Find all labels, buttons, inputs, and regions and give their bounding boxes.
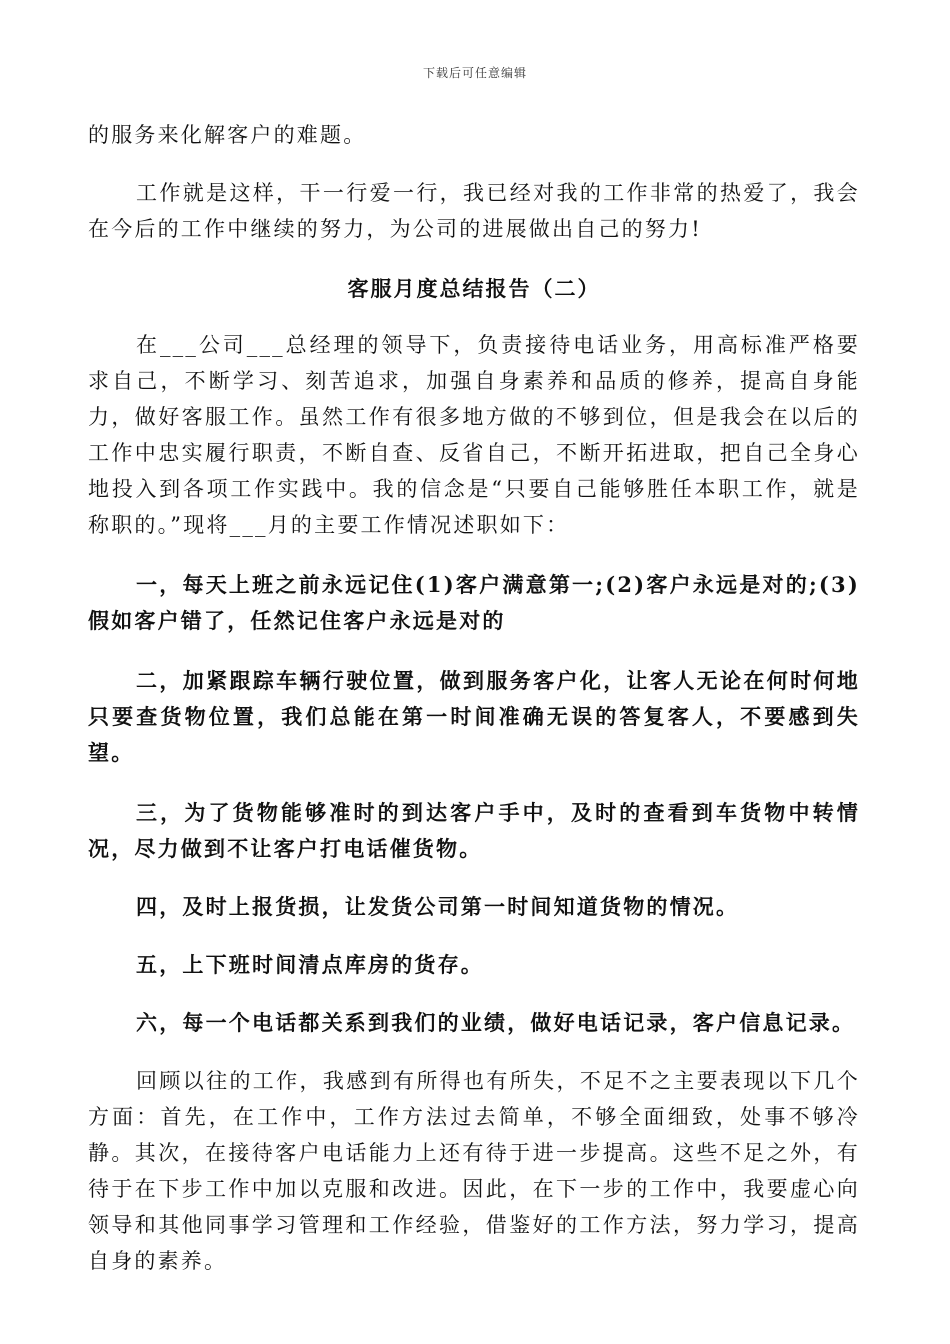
work-item-3: 三，为了货物能够准时的到达客户手中，及时的查看到车货物中转情况，尽力做到不让客户打电话催货物。 — [88, 800, 860, 861]
paragraph-intro: 在___公司___总经理的领导下，负责接待电话业务，用高标准严格要求自己，不断学习、刻苦追求，加强自身素养和品质的修养，提高自身能力，做好客服工作。虽然工作有很多地方做的不够到位，但是我会在以后的工作中忠实履行职责，不断自查、反省自己，不断开拓进取，把自己全身心地投入到各项工作实践中。我的信念是“只要自己能够胜任本职工作，就是称职的。”现将___月的主要工作情况述职如下： — [88, 333, 860, 537]
paragraph-review: 回顾以往的工作，我感到有所得也有所失，不足不之主要表现以下几个方面：首先，在工作中，工作方法过去简单，不够全面细致，处事不够冷静。其次，在接待客户电话能力上还有待于进一步提高。这些不足之外，有待于在下步工作中加以克服和改进。因此，在下一步的工作中，我要虚心向领导和其他同事学习管理和工作经验，借鉴好的工作方法，努力学习，提高自身的素养。 — [88, 1069, 860, 1273]
section-title: 客服月度总结报告（二） — [347, 276, 601, 301]
page-header: 下载后可任意编辑 — [422, 66, 527, 80]
work-item-6: 六，每一个电话都关系到我们的业绩，做好电话记录，客户信息记录。 — [136, 1010, 856, 1035]
work-item-1: 一，每天上班之前永远记住(1)客户满意第一;(2)客户永远是对的;(3)假如客户错了，任然记住客户永远是对的 — [88, 572, 860, 633]
paragraph-continuation: 的服务来化解客户的难题。 — [88, 123, 367, 147]
work-item-4: 四，及时上报货损，让发货公司第一时间知道货物的情况。 — [136, 894, 740, 919]
paragraph-closing: 工作就是这样，干一行爱一行，我已经对我的工作非常的热爱了，我会在今后的工作中继续的努力，为公司的进展做出自己的努力! — [88, 181, 860, 241]
document-body — [88, 117, 860, 1279]
work-item-5: 五，上下班时间清点库房的货存。 — [136, 952, 484, 977]
work-item-2: 二，加紧跟踪车辆行驶位置，做到服务客户化，让客人无论在何时何地只要查货物位置，我们总能在第一时间准确无误的答复客人，不要感到失望。 — [88, 668, 860, 765]
